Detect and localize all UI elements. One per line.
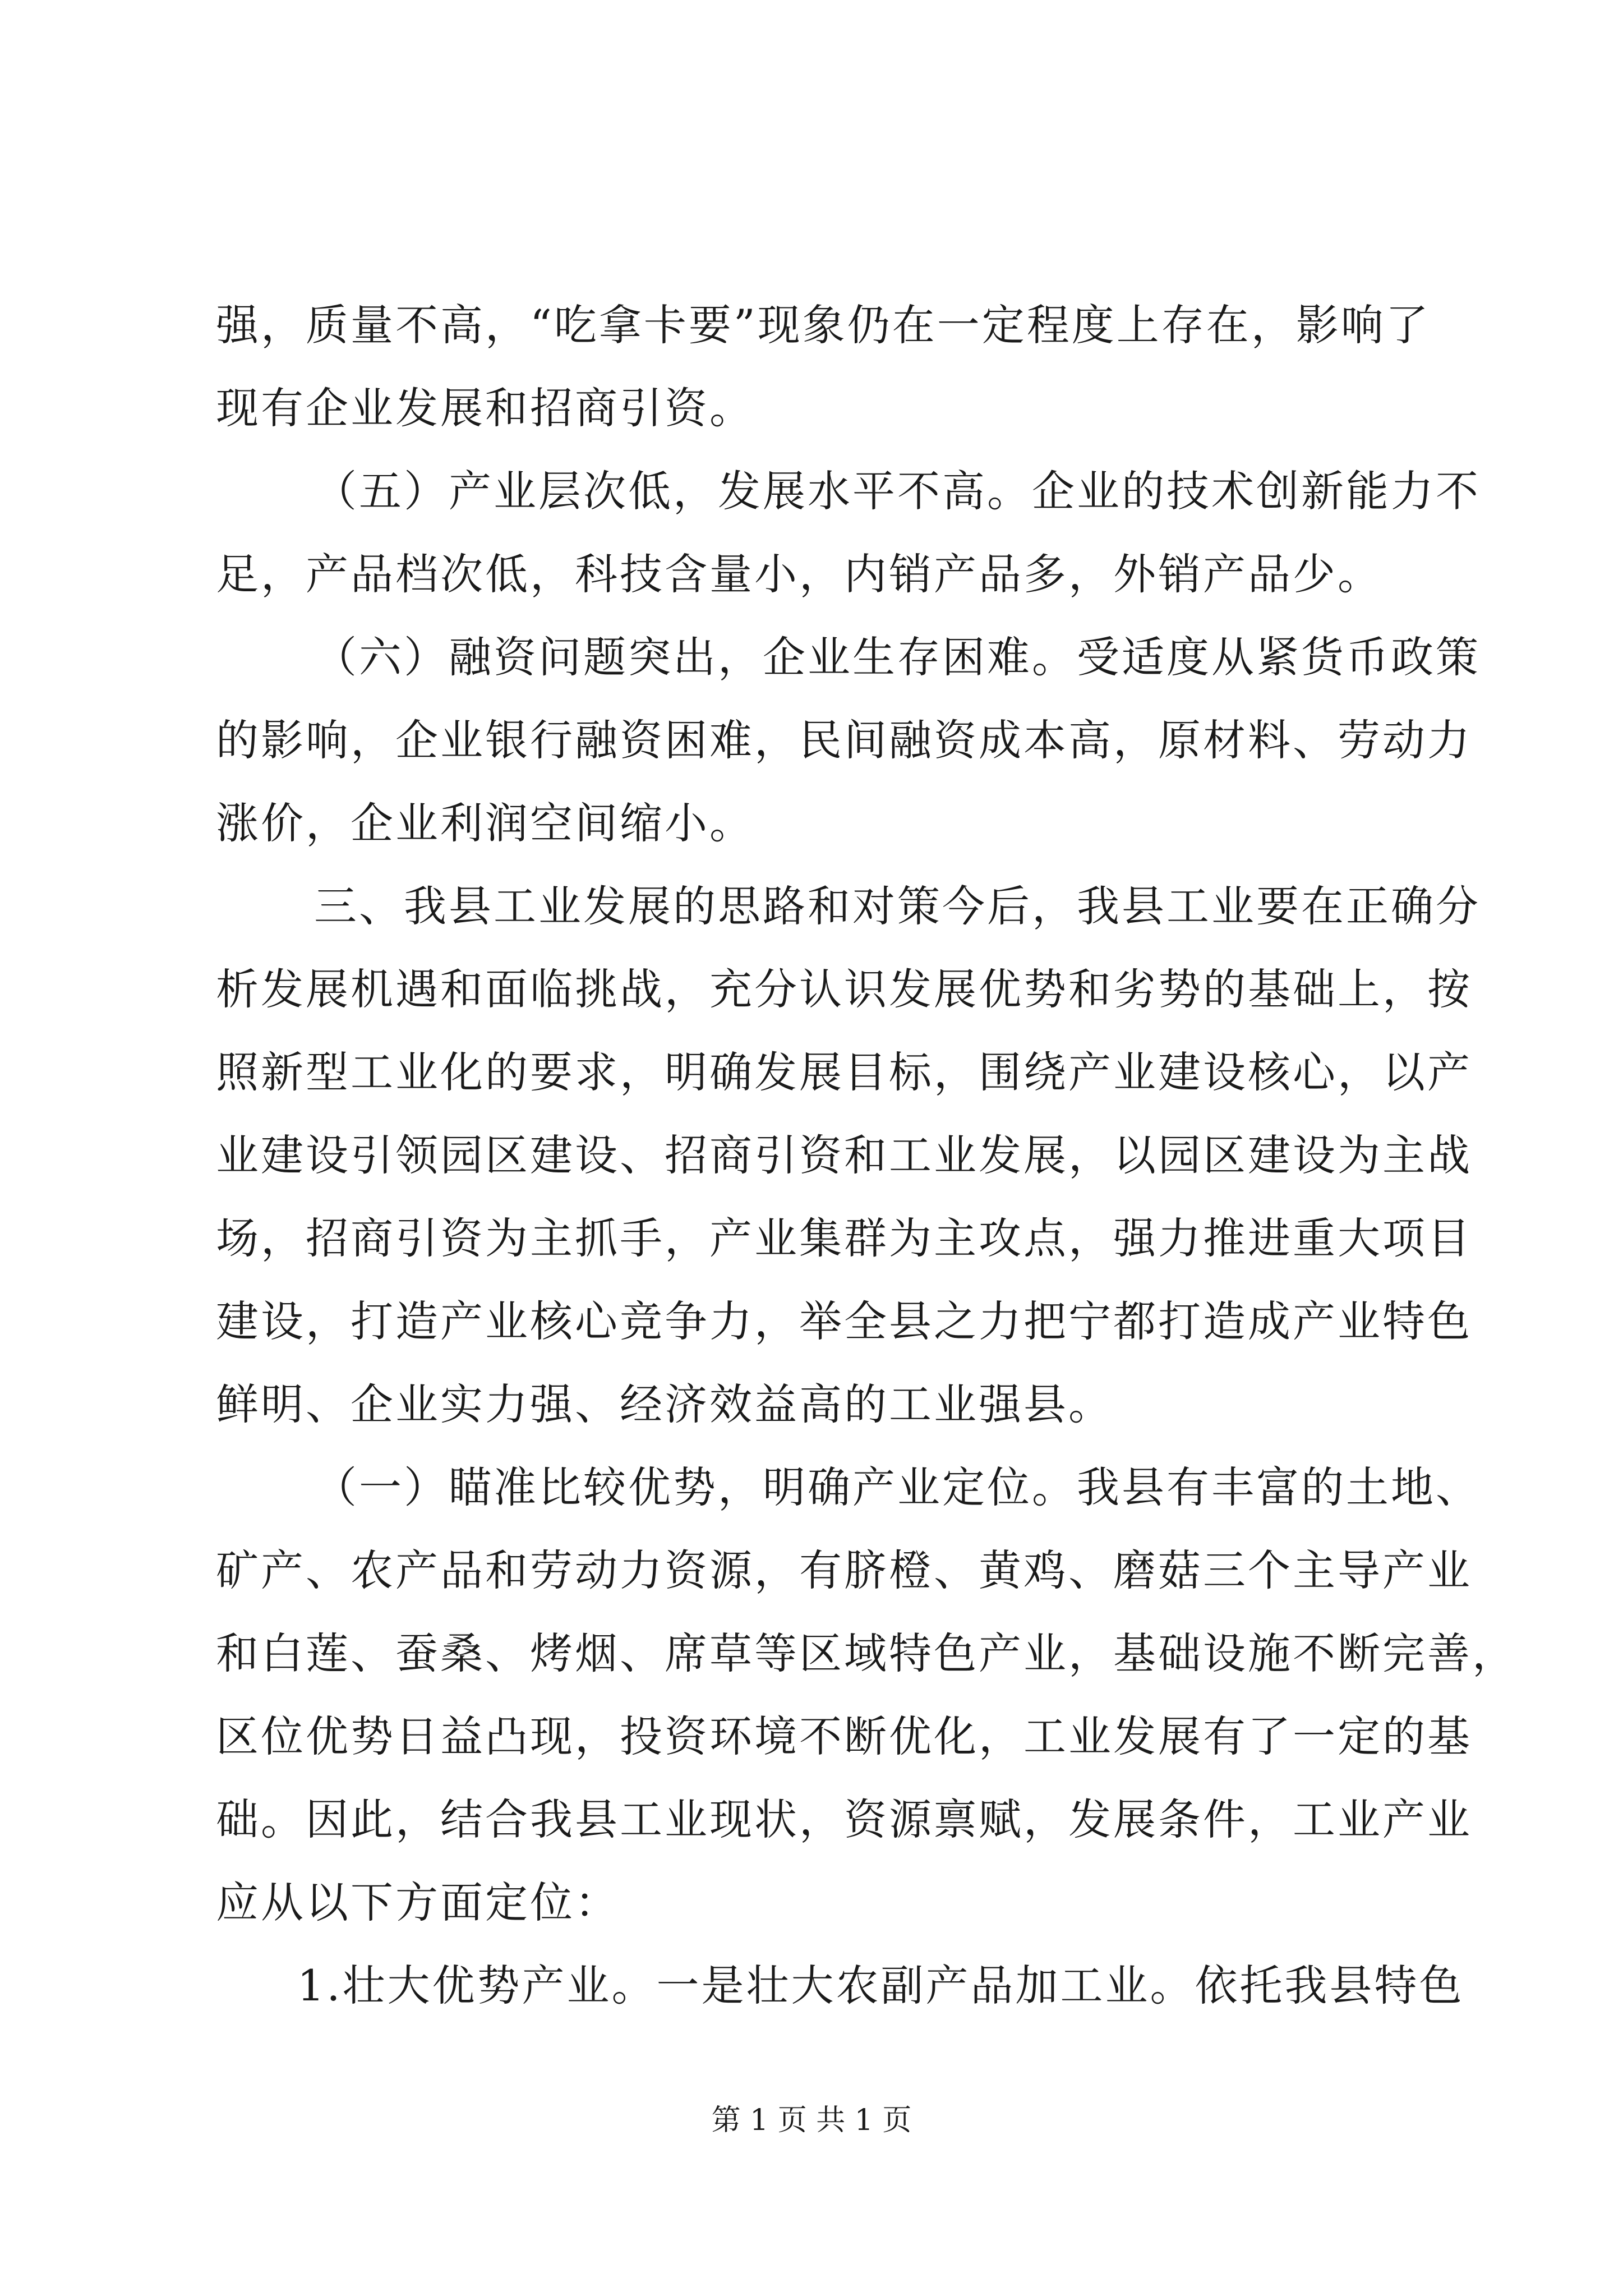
paragraph-5-heading-line: （五）产业层次低，发展水平不高。企业的技术创新能力不 <box>314 466 1481 516</box>
text-line: 业建设引领园区建设、招商引资和工业发展，以园区建设为主战 <box>216 1130 1472 1180</box>
text-line: 鲜明、企业实力强、经济效益高的工业强县。 <box>216 1379 1113 1429</box>
text-line: 应从以下方面定位： <box>216 1878 620 1927</box>
paragraph-6-heading-line: （六）融资问题突出，企业生存困难。受适度从紧货币政策 <box>314 632 1481 682</box>
text-line: 区位优势日益凸现，投资环境不断优化，工业发展有了一定的基 <box>216 1711 1472 1761</box>
text-line: 的影响，企业银行融资困难，民间融资成本高，原材料、劳动力 <box>216 715 1472 765</box>
text-line: 础。因此，结合我县工业现状，资源禀赋，发展条件，工业产业 <box>216 1795 1472 1844</box>
text-line: 和白莲、蚕桑、烤烟、席草等区域特色产业，基础设施不断完善， <box>216 1628 1517 1678</box>
text-line: 照新型工业化的要求，明确发展目标，围绕产业建设核心，以产 <box>216 1047 1472 1097</box>
item-1-heading-line: 1.壮大优势产业。一是壮大农副产品加工业。依托我县特色 <box>297 1961 1464 2010</box>
text-line: 析发展机遇和面临挑战，充分认识发展优势和劣势的基础上，按 <box>216 964 1472 1014</box>
text-line: 现有企业发展和招商引资。 <box>216 383 754 433</box>
text-line: 场，招商引资为主抓手，产业集群为主攻点，强力推进重大项目 <box>216 1213 1472 1263</box>
subsection-1-heading-line: （一）瞄准比较优势，明确产业定位。我县有丰富的土地、 <box>314 1462 1481 1512</box>
text-line: 建设，打造产业核心竞争力，举全县之力把宁都打造成产业特色 <box>216 1296 1472 1346</box>
text-line: 强，质量不高，“吃拿卡要”现象仍在一定程度上存在，影响了 <box>216 300 1431 350</box>
section-3-heading-line: 三、我县工业发展的思路和对策今后，我县工业要在正确分 <box>314 881 1481 931</box>
text-line: 矿产、农产品和劳动力资源，有脐橙、黄鸡、磨菇三个主导产业 <box>216 1545 1472 1595</box>
text-line: 涨价，企业利润空间缩小。 <box>216 798 754 848</box>
text-line: 足，产品档次低，科技含量小，内销产品多，外销产品少。 <box>216 549 1382 599</box>
page-footer: 第 1 页 共 1 页 <box>711 2104 912 2137</box>
